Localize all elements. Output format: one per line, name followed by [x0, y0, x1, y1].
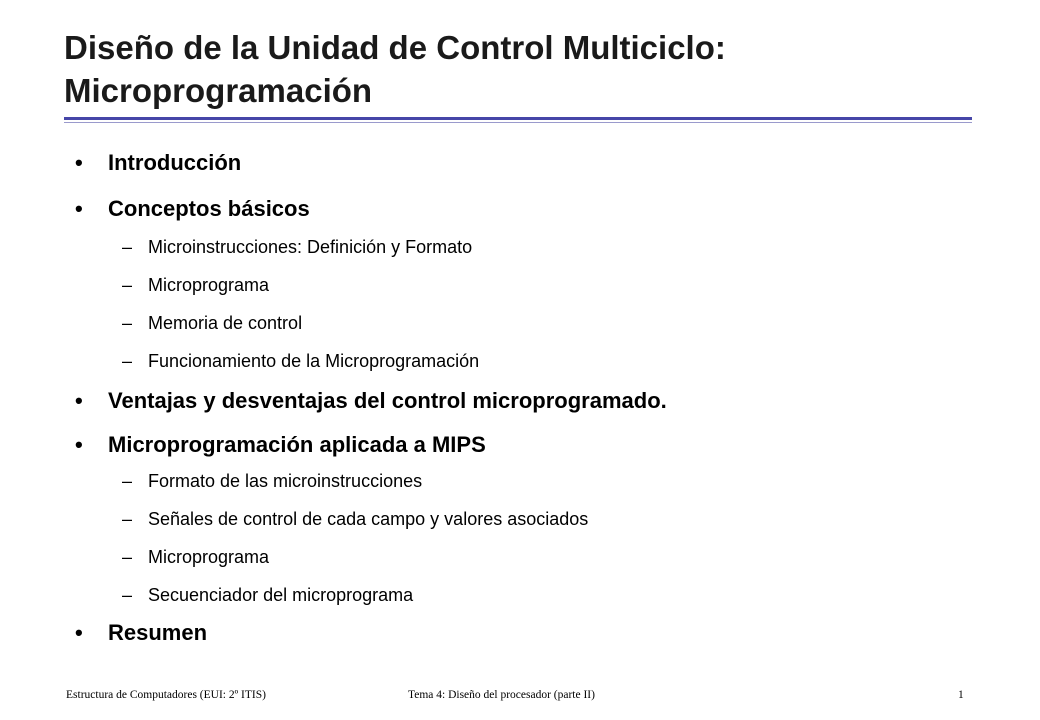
dash-mark: –	[122, 547, 133, 567]
bullet-mark: •	[75, 150, 83, 175]
dash-mark: –	[122, 237, 133, 257]
bullet-text: Microprograma	[148, 275, 270, 295]
bullet-mark: •	[75, 620, 83, 645]
page-number: 1	[958, 689, 964, 701]
bullet-text: Resumen	[108, 620, 208, 645]
bullet-mark: •	[75, 388, 83, 413]
bullet-text: Señales de control de cada campo y valores asociados	[148, 509, 589, 529]
bullet-text: Memoria de control	[148, 313, 303, 333]
dash-mark: –	[122, 313, 133, 333]
footer-topic: Tema 4: Diseño del procesador (parte II)	[408, 689, 595, 701]
bullet-mark: •	[75, 196, 83, 221]
footer-course: Estructura de Computadores (EUI: 2º ITIS)	[66, 689, 266, 701]
bullet-text: Microinstrucciones: Definición y Formato	[148, 237, 473, 257]
bullet-mark: •	[75, 432, 83, 457]
title-line-2: Microprogramación	[64, 72, 373, 109]
dash-mark: –	[122, 275, 133, 295]
dash-mark: –	[122, 509, 133, 529]
dash-mark: –	[122, 351, 133, 371]
bullet-text: Microprogramación aplicada a MIPS	[108, 432, 486, 457]
bullet-text: Introducción	[108, 150, 242, 175]
dash-mark: –	[122, 471, 133, 491]
bullet-text: Microprograma	[148, 547, 270, 567]
dash-mark: –	[122, 585, 133, 605]
bullet-text: Conceptos básicos	[108, 196, 310, 221]
bullet-text: Funcionamiento de la Microprogramación	[148, 351, 480, 371]
bullet-text: Ventajas y desventajas del control microprogramado.	[108, 388, 667, 413]
bullet-text: Secuenciador del microprograma	[148, 585, 414, 605]
bullet-text: Formato de las microinstrucciones	[148, 471, 423, 491]
title-line-1: Diseño de la Unidad de Control Multiciclo:	[64, 29, 726, 66]
